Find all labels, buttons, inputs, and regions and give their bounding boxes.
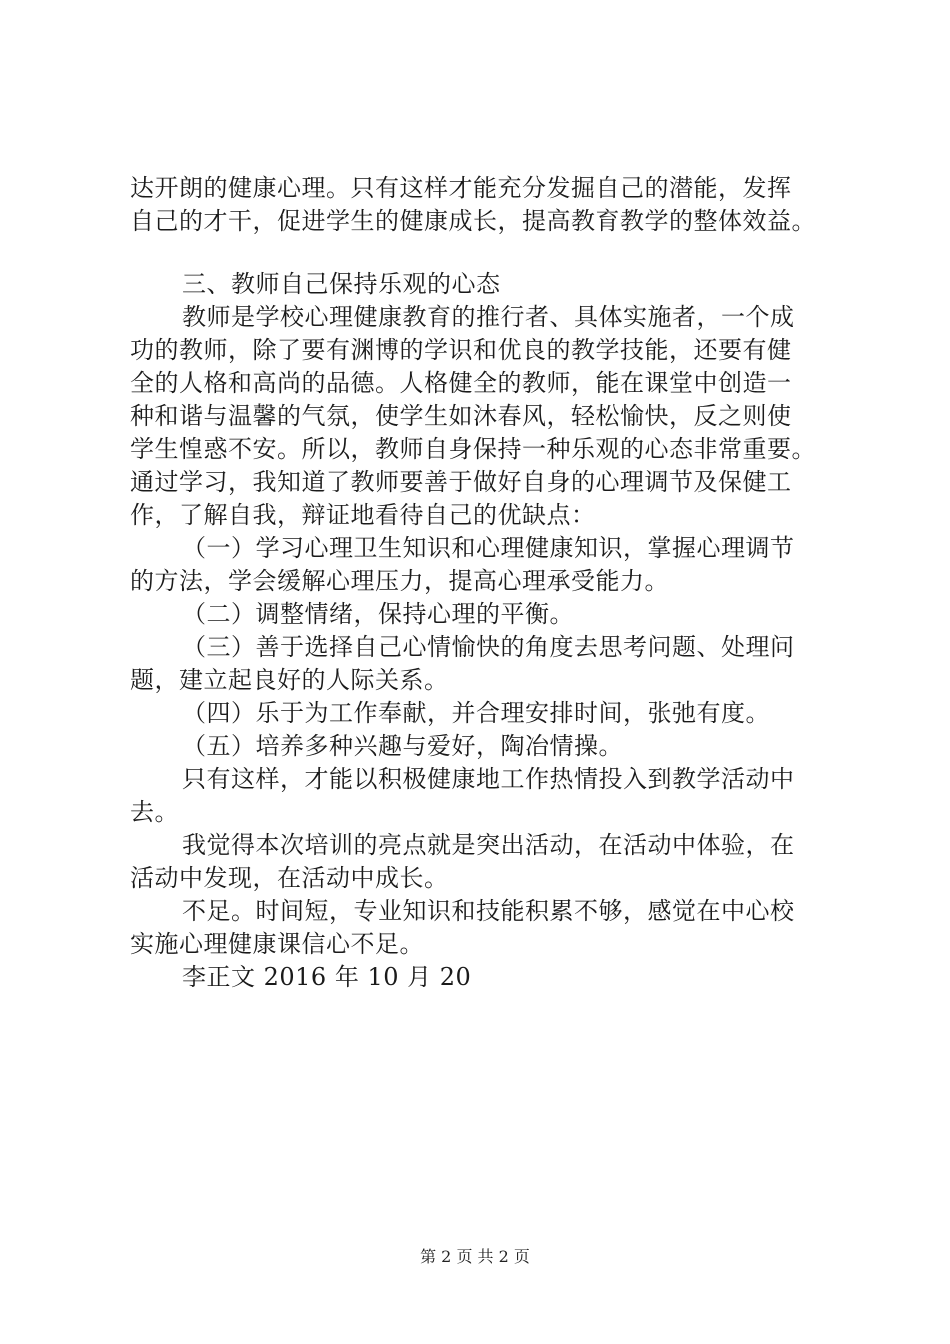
paragraph-gap: [130, 238, 850, 268]
paragraph-line: 通过学习，我知道了教师要善于做好自身的心理调节及保健工: [130, 468, 792, 496]
signature-date: 李正文 2016 年 10 月 20: [182, 963, 472, 991]
paragraph-line: 实施心理健康课信心不足。: [130, 930, 424, 958]
paragraph-line: 达开朗的健康心理。只有这样才能充分发掘自己的潜能，发挥: [130, 174, 792, 202]
list-item-line: （二）调整情绪，保持心理的平衡。: [182, 600, 574, 628]
paragraph-line: 我觉得本次培训的亮点就是突出活动，在活动中体验，在: [182, 831, 795, 859]
paragraph-line: 只有这样，才能以积极健康地工作热情投入到教学活动中: [182, 765, 795, 793]
paragraph-line: 种和谐与温馨的气氛，使学生如沐春风，轻松愉快，反之则使: [130, 402, 792, 430]
paragraph-line: 作，了解自我，辩证地看待自己的优缺点：: [130, 501, 596, 529]
paragraph-line: 活动中发现，在活动中成长。: [130, 864, 449, 892]
paragraph-line: 学生惶惑不安。所以，教师自身保持一种乐观的心态非常重要。: [130, 435, 816, 463]
paragraph-line: 不足。时间短，专业知识和技能积累不够，感觉在中心校: [182, 897, 795, 925]
list-item-line: 的方法，学会缓解心理压力，提高心理承受能力。: [130, 567, 669, 595]
list-item-line: （五）培养多种兴趣与爱好，陶冶情操。: [182, 732, 623, 760]
document-body: [130, 172, 850, 994]
paragraph-line: 去。: [130, 798, 179, 826]
paragraph-line: 教师是学校心理健康教育的推行者、具体实施者，一个成: [182, 303, 795, 331]
list-item-line: （四）乐于为工作奉献，并合理安排时间，张弛有度。: [182, 699, 770, 727]
paragraph-line: 功的教师，除了要有渊博的学识和优良的教学技能，还要有健: [130, 336, 792, 364]
list-item-line: （三）善于选择自己心情愉快的角度去思考问题、处理问: [182, 633, 795, 661]
list-item-line: 题，建立起良好的人际关系。: [130, 666, 449, 694]
section-heading: 三、教师自己保持乐观的心态: [182, 270, 501, 298]
page-number: 第 2 页 共 2 页: [420, 1247, 530, 1266]
paragraph-line: 全的人格和高尚的品德。人格健全的教师，能在课堂中创造一: [130, 369, 792, 397]
list-item-line: （一）学习心理卫生知识和心理健康知识，掌握心理调节: [182, 534, 795, 562]
paragraph-line: 自己的才干，促进学生的健康成长，提高教育教学的整体效益。: [130, 207, 816, 235]
